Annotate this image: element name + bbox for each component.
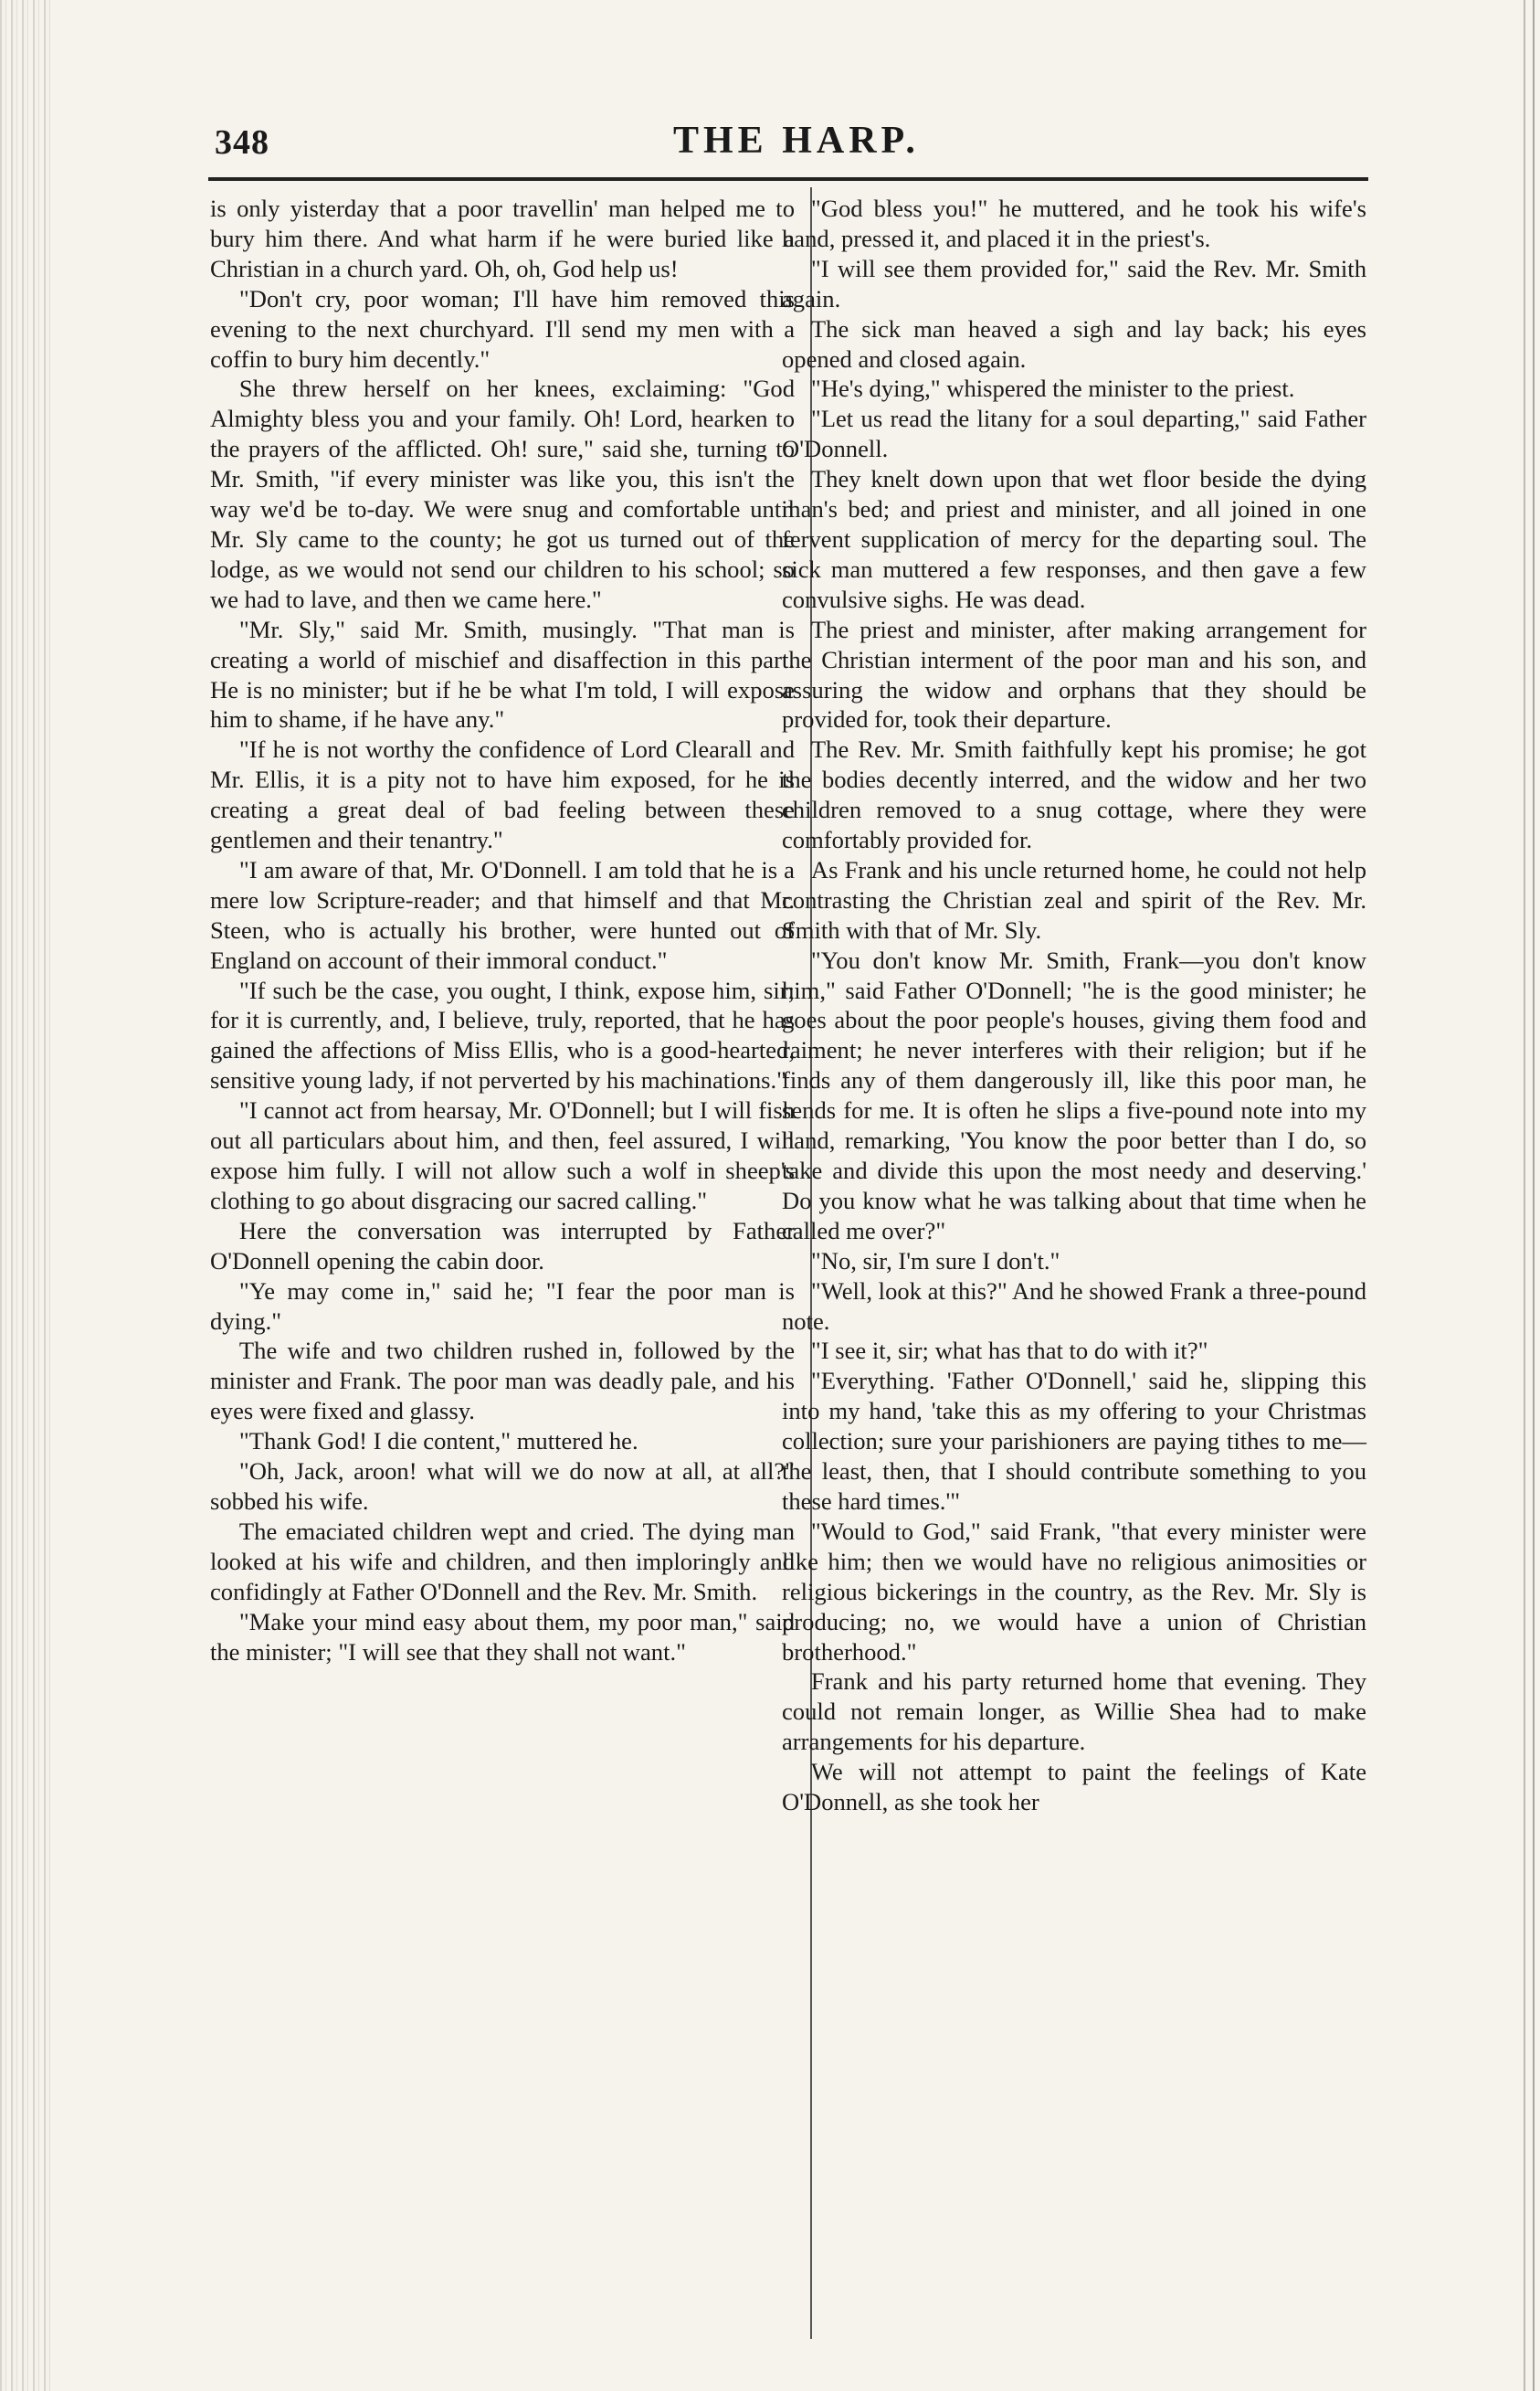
paragraph: "Oh, Jack, aroon! what will we do now at all, at all?" sobbed his wife. bbox=[210, 1457, 795, 1515]
paragraph: "If such be the case, you ought, I think, expose him, sir; for it is currently, and, I believe, truly, reported, that he has gained the affections of Miss Ellis, who is a good-hearted, sensitive young lady, if not perverted by his machinations." bbox=[210, 976, 795, 1095]
paragraph: is only yisterday that a poor travellin' man helped me to bury him there. And what harm if he were buried like a Christian in a church yard. Oh, oh, God help us! bbox=[210, 195, 795, 282]
paragraph: Here the conversation was interrupted by Father O'Donnell opening the cabin door. bbox=[210, 1216, 795, 1275]
paragraph: She threw herself on her knees, exclaiming: "God Almighty bless you and your family. Oh! Lord, hearken to the prayers of the afflicted. Oh! sure," said she, turning to Mr. Smith, "if every minister was like you, this isn't the way we'd be to-day. We were snug and comfortable until Mr. Sly came to the county; he got us turned out of the lodge, as we would not send our children to his school; so we had to lave, and then we came here." bbox=[210, 375, 795, 613]
paragraph: "Well, look at this?" And he showed Frank a three-pound note. bbox=[782, 1276, 1366, 1335]
header-rule bbox=[208, 177, 1368, 181]
page-number: 348 bbox=[215, 123, 269, 162]
paragraph: We will not attempt to paint the feelings of Kate O'Donnell, as she took her bbox=[782, 1758, 1366, 1816]
paragraph: They knelt down upon that wet floor beside the dying man's bed; and priest and minister, and all joined in one fervent supplication of mercy for the departing soul. The sick man muttered a few responses, and then gave a few convulsive sighs. He was dead. bbox=[782, 465, 1366, 613]
page-right-edge bbox=[1514, 0, 1540, 2391]
paragraph: "You don't know Mr. Smith, Frank—you don't know him," said Father O'Donnell; "he is the good minister; he goes about the poor people's houses, giving them food and raiment; he never interferes with their religion; but if he finds any of them dangerously ill, like this poor man, he sends for me. It is often he slips a five-pound note into my hand, remarking, 'You know the poor better than I do, so take and divide this upon the most needy and deserving.' Do you know what he was talking about that time when he called me over?" bbox=[782, 946, 1366, 1244]
left-column bbox=[210, 194, 795, 1666]
paragraph: "If he is not worthy the confidence of Lord Clearall and Mr. Ellis, it is a pity not to have him exposed, for he is creating a great deal of bad feeling between these gentlemen and their tenantry." bbox=[210, 735, 795, 854]
paragraph: "Thank God! I die content," muttered he. bbox=[238, 1427, 638, 1455]
paragraph: "Ye may come in," said he; "I fear the poor man is dying." bbox=[210, 1276, 795, 1335]
paragraph: As Frank and his uncle returned home, he could not help contrasting the Christian zeal and spirit of the Rev. Mr. Smith with that of Mr. Sly. bbox=[782, 855, 1366, 944]
paragraph: "I am aware of that, Mr. O'Donnell. I am told that he is a mere low Scripture-reader; and that himself and that Mr. Steen, who is actually his brother, were hunted out of England on account of their immoral conduct." bbox=[210, 855, 795, 974]
paragraph: "God bless you!" he muttered, and he took his wife's hand, pressed it, and placed it in the priest's. bbox=[782, 195, 1366, 252]
paragraph: "I will see them provided for," said the Rev. Mr. Smith again. bbox=[782, 254, 1366, 312]
paragraph: The sick man heaved a sigh and lay back; his eyes opened and closed again. bbox=[782, 314, 1366, 373]
paragraph: "I see it, sir; what has that to do with it?" bbox=[810, 1337, 1208, 1365]
page-binding-edge bbox=[0, 0, 55, 2391]
running-title: THE HARP. bbox=[673, 120, 920, 162]
paragraph: "I cannot act from hearsay, Mr. O'Donnell; but I will fish out all particulars about him, and then, feel assured, I will expose him fully. I will not allow such a wolf in sheep's clothing to go about disgracing our sacred calling." bbox=[210, 1096, 795, 1214]
right-column bbox=[782, 194, 1366, 1817]
paragraph: "Don't cry, poor woman; I'll have him removed this evening to the next churchyard. I'll send my men with a coffin to bury him decently." bbox=[210, 284, 795, 373]
paragraph: "Make your mind easy about them, my poor man," said the minister; "I will see that they shall not want." bbox=[210, 1607, 795, 1666]
paragraph: The wife and two children rushed in, followed by the minister and Frank. The poor man was deadly pale, and his eyes were fixed and glassy. bbox=[210, 1337, 795, 1425]
paragraph: "No, sir, I'm sure I don't." bbox=[810, 1246, 1060, 1275]
paragraph: "Let us read the litany for a soul departing," said Father O'Donnell. bbox=[782, 405, 1366, 463]
paragraph: The Rev. Mr. Smith faithfully kept his promise; he got the bodies decently interred, and the widow and her two children removed to a snug cottage, where they were comfortably provided for. bbox=[782, 735, 1366, 854]
paragraph: Frank and his party returned home that evening. They could not remain longer, as Willie Shea had to make arrangements for his departure. bbox=[782, 1667, 1366, 1756]
page-header bbox=[215, 119, 1366, 174]
paragraph: The emaciated children wept and cried. The dying man looked at his wife and children, and then imploringly and confidingly at Father O'Donnell and the Rev. Mr. Smith. bbox=[210, 1517, 795, 1605]
paragraph: The priest and minister, after making arrangement for the Christian interment of the poor man and his son, and assuring the widow and orphans that they should be provided for, took their departure. bbox=[782, 615, 1366, 734]
paragraph: "Everything. 'Father O'Donnell,' said he, slipping this into my hand, 'take this as my offering to your Christmas collection; sure your parishioners are paying tithes to me—the least, then, that I should contribute something to you these hard times.'" bbox=[782, 1367, 1366, 1515]
paragraph: "Mr. Sly," said Mr. Smith, musingly. "That man is creating a world of mischief and disaffection in this part. He is no minister; but if he be what I'm told, I will expose him to shame, if he have any." bbox=[210, 615, 795, 734]
paragraph: "He's dying," whispered the minister to the priest. bbox=[810, 375, 1295, 403]
paragraph: "Would to God," said Frank, "that every minister were like him; then we would have no religious animosities or religious bickerings in the country, as the Rev. Mr. Sly is producing; no, we would have a union of Christian brotherhood." bbox=[782, 1517, 1366, 1666]
